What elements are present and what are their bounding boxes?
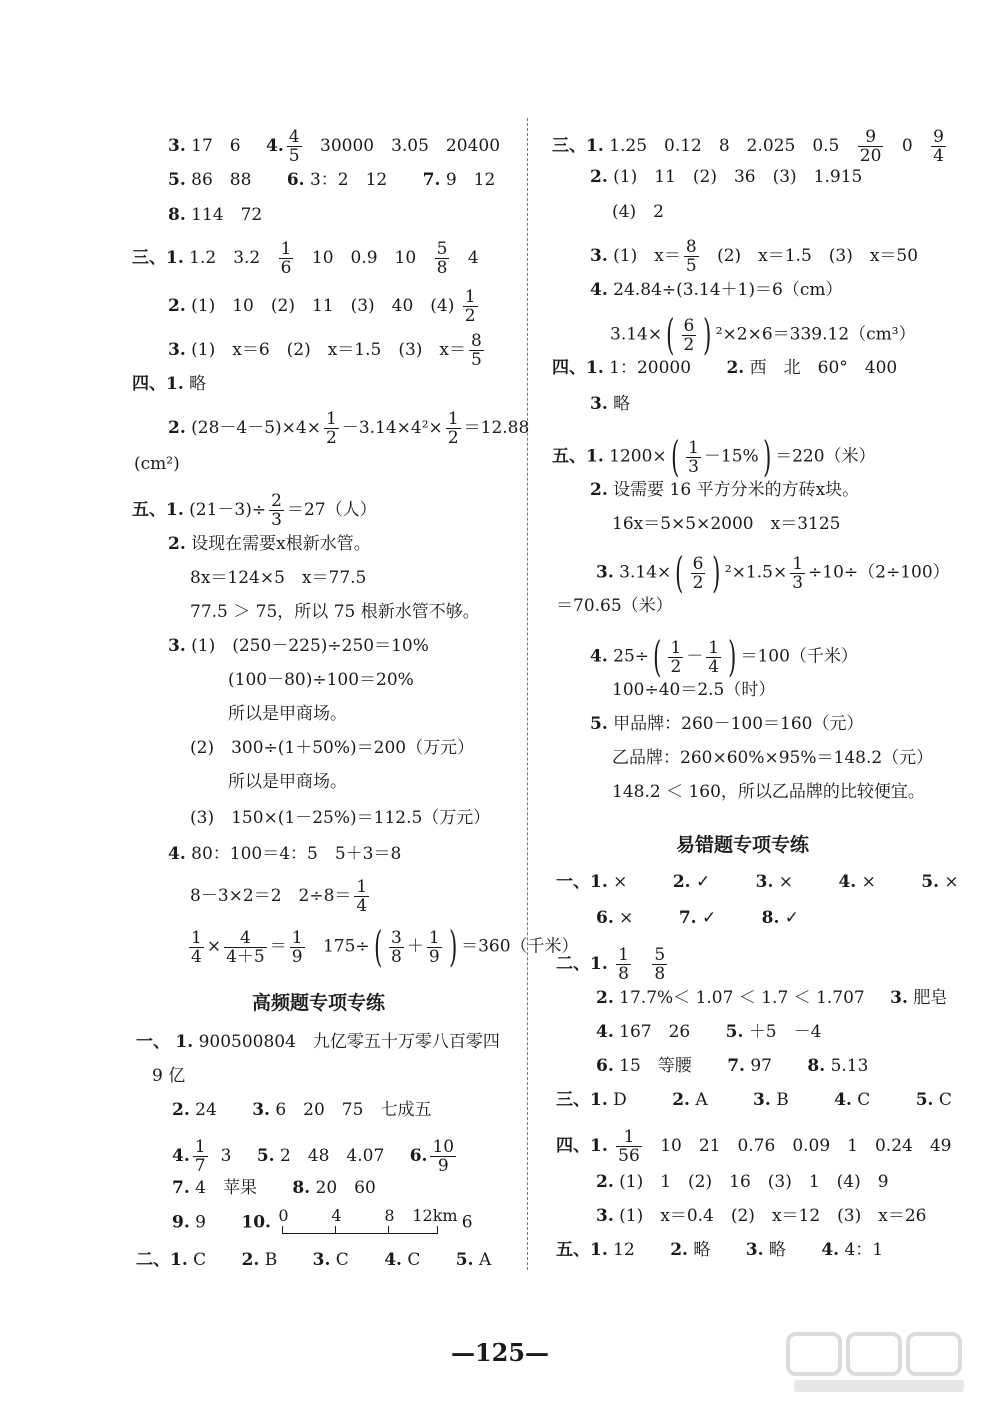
section-marker: 一、	[556, 872, 590, 892]
section-marker: 三、	[556, 1090, 590, 1110]
answer-line: (100－80)÷100＝20%	[228, 670, 414, 690]
answer-line: 4. 80：100＝4：5 5＋3＝8	[168, 844, 402, 864]
section-marker: 一、	[136, 1032, 170, 1052]
scale-bar: 0 4 8 12km	[276, 1208, 446, 1238]
answer-line: 三、1. 1.25 0.12 8 2.025 0.5 $\frac{9}{20}$ 0 $\frac{9}{4}$	[552, 127, 944, 166]
answer-line: 3. 略	[590, 394, 631, 414]
answer-line: 4. 25÷( $\frac{1}{2}$ － $\frac{1}{4}$ ) ＝100（千米）	[590, 632, 858, 681]
answer-line: 2. (1) 1 (2) 16 (3) 1 (4) 9	[596, 1172, 889, 1192]
answer-line: 3. (1) x＝6 (2) x＝1.5 (3) x＝ $\frac{8}{5}$	[168, 331, 482, 370]
answer-line: 二、1. C 2. B 3. C 4. C 5. A	[136, 1250, 492, 1270]
answer-line: 四、1. 略	[132, 374, 207, 394]
answer-line: 4. 167 26 5. ＋5 －4	[596, 1022, 822, 1042]
answer-line: 4. $\frac{1}{7}$ 3 5. 2 48 4.07 6. $\frac{10}{9}$	[172, 1137, 455, 1176]
answer-line: 2. (1) 10 (2) 11 (3) 40 (4) $\frac{1}{2}$	[168, 287, 476, 326]
answer-line: 3. (1) (250－225)÷250＝10%	[168, 636, 429, 656]
watermark-logo-icon	[784, 1330, 974, 1396]
section-marker: 三、	[552, 136, 586, 156]
answer-line: 7. 4 苹果 8. 20 60	[172, 1178, 376, 1198]
section-marker: 四、	[556, 1136, 590, 1156]
answer-line: 3. 3.14×( $\frac{6}{2}$ ) ²×1.5× $\frac{1}{3}$ ÷10÷（2÷100）	[596, 548, 950, 597]
answer-line: 一、 1. 900500804 九亿零五十万零八百零四	[136, 1032, 500, 1052]
fraction: $\frac{4}{5}$	[288, 127, 300, 166]
answer-line: 4. 24.84÷(3.14＋1)＝6（cm）	[590, 280, 843, 300]
answer-line: 3.14×( $\frac{6}{2}$ ) ²×2×6＝339.12（cm³）	[610, 310, 916, 359]
answer-line: 9. 9 10. 0 4 8 12km 6	[172, 1208, 473, 1238]
answer-line: 8－3×2＝2 2÷8＝ $\frac{1}{4}$	[190, 877, 368, 916]
answer-line: 2. 24 3. 6 20 75 七成五	[172, 1100, 432, 1120]
answer-line: 五、1. 12 2. 略 3. 略 4. 4：1	[556, 1240, 884, 1260]
section-marker: 五、	[552, 446, 586, 467]
answer-line: 五、1. 1200×( $\frac{1}{3}$ －15%) ＝220（米）	[552, 432, 876, 481]
answer-line: 77.5 ＞ 75，所以 75 根新水管不够。	[190, 602, 480, 622]
answer-line: 所以是甲商场。	[228, 772, 347, 792]
column-divider	[527, 118, 528, 1270]
page-number: —125—	[450, 1338, 550, 1367]
section-marker: 二、	[136, 1250, 170, 1270]
section-marker: 五、	[132, 500, 166, 520]
answer-line: 16x＝5×5×2000 x＝3125	[612, 514, 841, 534]
section-marker: 四、	[552, 358, 586, 378]
answer-line: 3. (1) x＝ $\frac{8}{5}$ (2) x＝1.5 (3) x＝50	[590, 237, 919, 276]
answer-line: 乙品牌：260×60%×95%＝148.2（元）	[612, 748, 934, 768]
section-marker: 五、	[556, 1240, 590, 1260]
answer-line: ＝70.65（米）	[556, 596, 673, 616]
answer-line: 6. × 7. ✓ 8. ✓	[596, 908, 800, 928]
answer-line: 3. 17 6 4. $\frac{4}{5}$ 30000 3.05 20400	[168, 127, 501, 166]
answer-line: 2. (1) 11 (2) 36 (3) 1.915	[590, 167, 863, 187]
section-marker: 三、	[132, 248, 166, 268]
answer-line: (4) 2	[612, 202, 664, 222]
answer-line: 2. (28－4－5)×4× $\frac{1}{2}$ －3.14×4²× $\frac{1}{2}$ ＝12.88	[168, 409, 530, 448]
answer-line: (cm²)	[134, 454, 180, 474]
answer-line: 一、1. × 2. ✓ 3. × 4. × 5. ×	[556, 872, 959, 892]
section-marker: 二、	[556, 954, 590, 974]
answer-line: 2. 设需要 16 平方分米的方砖x块。	[590, 480, 860, 500]
answer-line: 100÷40＝2.5（时）	[612, 680, 776, 700]
answer-line: 6. 15 等腰 7. 97 8. 5.13	[596, 1056, 869, 1076]
answer-line: 四、1. 1：20000 2. 西 北 60° 400	[552, 358, 898, 378]
answer-line: 2. 设现在需要x根新水管。	[168, 534, 371, 554]
answer-line: 9 亿	[152, 1066, 186, 1086]
answer-line: 四、1. $\frac{1}{56}$ 10 21 0.76 0.09 1 0.24 49	[556, 1127, 952, 1166]
section-marker: 四、	[132, 374, 166, 394]
answer-line: 8. 114 72	[168, 205, 263, 225]
answer-line: $\frac{1}{4}$ × $\frac{4}{4+5}$ ＝ $\frac{1}{9}$ 175÷( $\frac{3}{8}$ ＋ $\frac{1}{9}$ ) ＝360（千米）	[191, 922, 579, 971]
section-heading: 易错题专项专练	[676, 834, 810, 856]
answer-line: (2) 300÷(1＋50%)＝200（万元）	[190, 738, 475, 758]
answer-line: 二、1. $\frac{1}{8}$ $\frac{5}{8}$	[556, 945, 666, 984]
answer-line: 3. (1) x＝0.4 (2) x＝12 (3) x＝26	[596, 1206, 927, 1226]
answer-line: 三、1. D 2. A 3. B 4. C 5. C	[556, 1090, 952, 1110]
answer-line: 五、1. (21－3)÷ $\frac{2}{3}$ ＝27（人）	[132, 491, 377, 530]
answer-line: 8x＝124×5 x＝77.5	[190, 568, 367, 588]
answer-line: 148.2 ＜ 160，所以乙品牌的比较便宜。	[612, 782, 925, 802]
answer-line: 5. 甲品牌：260－100＝160（元）	[590, 714, 864, 734]
answer-line: 5. 86 88 6. 3：2 12 7. 9 12	[168, 170, 496, 190]
answer-line: 所以是甲商场。	[228, 704, 347, 724]
answer-line: 2. 17.7%＜ 1.07 ＜ 1.7 ＜ 1.707 3. 肥皂	[596, 988, 948, 1008]
answer-line: (3) 150×(1－25%)＝112.5（万元）	[190, 808, 491, 828]
answer-line: 三、1. 1.2 3.2 $\frac{1}{6}$ 10 0.9 10 $\frac{5}{8}$ 4	[132, 239, 479, 278]
section-heading: 高频题专项专练	[252, 992, 386, 1014]
